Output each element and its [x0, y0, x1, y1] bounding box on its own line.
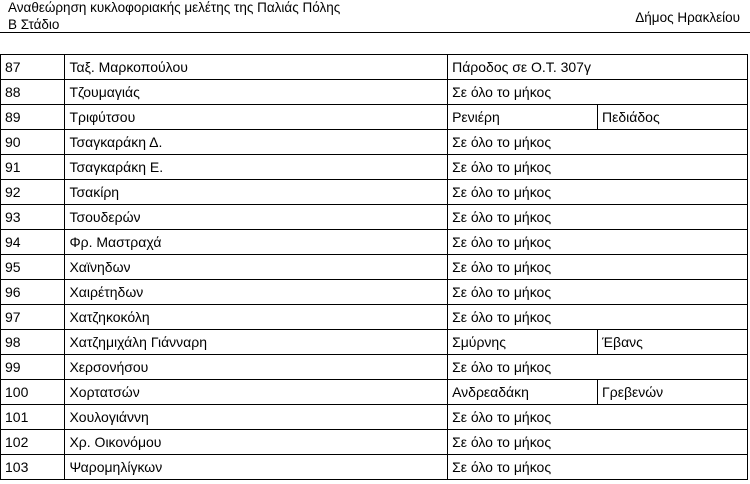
section-cell: Σε όλο το μήκος [448, 405, 748, 430]
section-cell: Σε όλο το μήκος [448, 80, 748, 105]
table-row [1, 280, 748, 305]
row-number-cell: 102 [1, 430, 65, 455]
table-row [1, 380, 748, 405]
street-name-cell: Χουλογιάννη [65, 405, 448, 430]
table-row [1, 305, 748, 330]
section-cell: Σε όλο το μήκος [448, 155, 748, 180]
header-left [8, 0, 340, 33]
street-name-cell: Χορτατσών [65, 380, 448, 405]
table-row [1, 230, 748, 255]
table-row [1, 80, 748, 105]
streets-table [0, 54, 748, 480]
street-name-cell: Τσακίρη [65, 180, 448, 205]
row-number-cell: 101 [1, 405, 65, 430]
row-number-cell: 97 [1, 305, 65, 330]
table-row [1, 430, 748, 455]
street-name-cell: Τριφύτσου [65, 105, 448, 130]
section-cell: Σε όλο το μήκος [448, 280, 748, 305]
section-cell: Σε όλο το μήκος [448, 455, 748, 480]
section-cell: Σε όλο το μήκος [448, 430, 748, 455]
table-row [1, 255, 748, 280]
row-number-cell: 94 [1, 230, 65, 255]
row-number-cell: 90 [1, 130, 65, 155]
row-number-cell: 89 [1, 105, 65, 130]
from-cell: Ανδρεαδάκη [448, 380, 598, 405]
table-row [1, 180, 748, 205]
row-number-cell: 88 [1, 80, 65, 105]
table-row [1, 455, 748, 480]
row-number-cell: 100 [1, 380, 65, 405]
from-cell: Ρενιέρη [448, 105, 598, 130]
row-number-cell: 92 [1, 180, 65, 205]
street-name-cell: Χατζημιχάλη Γιάνναρη [65, 330, 448, 355]
to-cell: Έβανς [598, 330, 748, 355]
table-row [1, 105, 748, 130]
row-number-cell: 95 [1, 255, 65, 280]
table-row [1, 205, 748, 230]
header-divider [0, 32, 750, 33]
section-cell: Σε όλο το μήκος [448, 230, 748, 255]
street-name-cell: Ψαρομηλίγκων [65, 455, 448, 480]
section-cell: Σε όλο το μήκος [448, 180, 748, 205]
row-number-cell: 99 [1, 355, 65, 380]
page-header [0, 0, 750, 33]
street-name-cell: Τσαγκαράκη Ε. [65, 155, 448, 180]
row-number-cell: 93 [1, 205, 65, 230]
section-cell: Πάροδος σε Ο.Τ. 307γ [448, 55, 748, 80]
table-row [1, 155, 748, 180]
table-row [1, 130, 748, 155]
street-name-cell: Χρ. Οικονόμου [65, 430, 448, 455]
row-number-cell: 98 [1, 330, 65, 355]
street-name-cell: Τζουμαγιάς [65, 80, 448, 105]
section-cell: Σε όλο το μήκος [448, 355, 748, 380]
street-name-cell: Τσουδερών [65, 205, 448, 230]
table-row [1, 355, 748, 380]
street-name-cell: Ταξ. Μαρκοπούλου [65, 55, 448, 80]
section-cell: Σε όλο το μήκος [448, 130, 748, 155]
municipality-label: Δήμος Ηρακλείου [635, 10, 740, 25]
section-cell: Σε όλο το μήκος [448, 305, 748, 330]
section-cell: Σε όλο το μήκος [448, 205, 748, 230]
to-cell: Γρεβενών [598, 380, 748, 405]
table-row [1, 405, 748, 430]
street-name-cell: Φρ. Μαστραχά [65, 230, 448, 255]
table-row [1, 55, 748, 80]
street-name-cell: Χαϊνηδων [65, 255, 448, 280]
street-name-cell: Τσαγκαράκη Δ. [65, 130, 448, 155]
from-cell: Σμύρνης [448, 330, 598, 355]
row-number-cell: 87 [1, 55, 65, 80]
to-cell: Πεδιάδος [598, 105, 748, 130]
row-number-cell: 96 [1, 280, 65, 305]
study-title: Αναθεώρηση κυκλοφοριακής μελέτης της Παλιάς Πόλης [8, 0, 341, 15]
stage-label: Β Στάδιο [8, 17, 60, 32]
streets-table-body [1, 55, 748, 480]
street-name-cell: Χατζηκοκόλη [65, 305, 448, 330]
street-name-cell: Χερσονήσου [65, 355, 448, 380]
row-number-cell: 103 [1, 455, 65, 480]
section-cell: Σε όλο το μήκος [448, 255, 748, 280]
table-row [1, 330, 748, 355]
street-name-cell: Χαιρέτηδων [65, 280, 448, 305]
row-number-cell: 91 [1, 155, 65, 180]
